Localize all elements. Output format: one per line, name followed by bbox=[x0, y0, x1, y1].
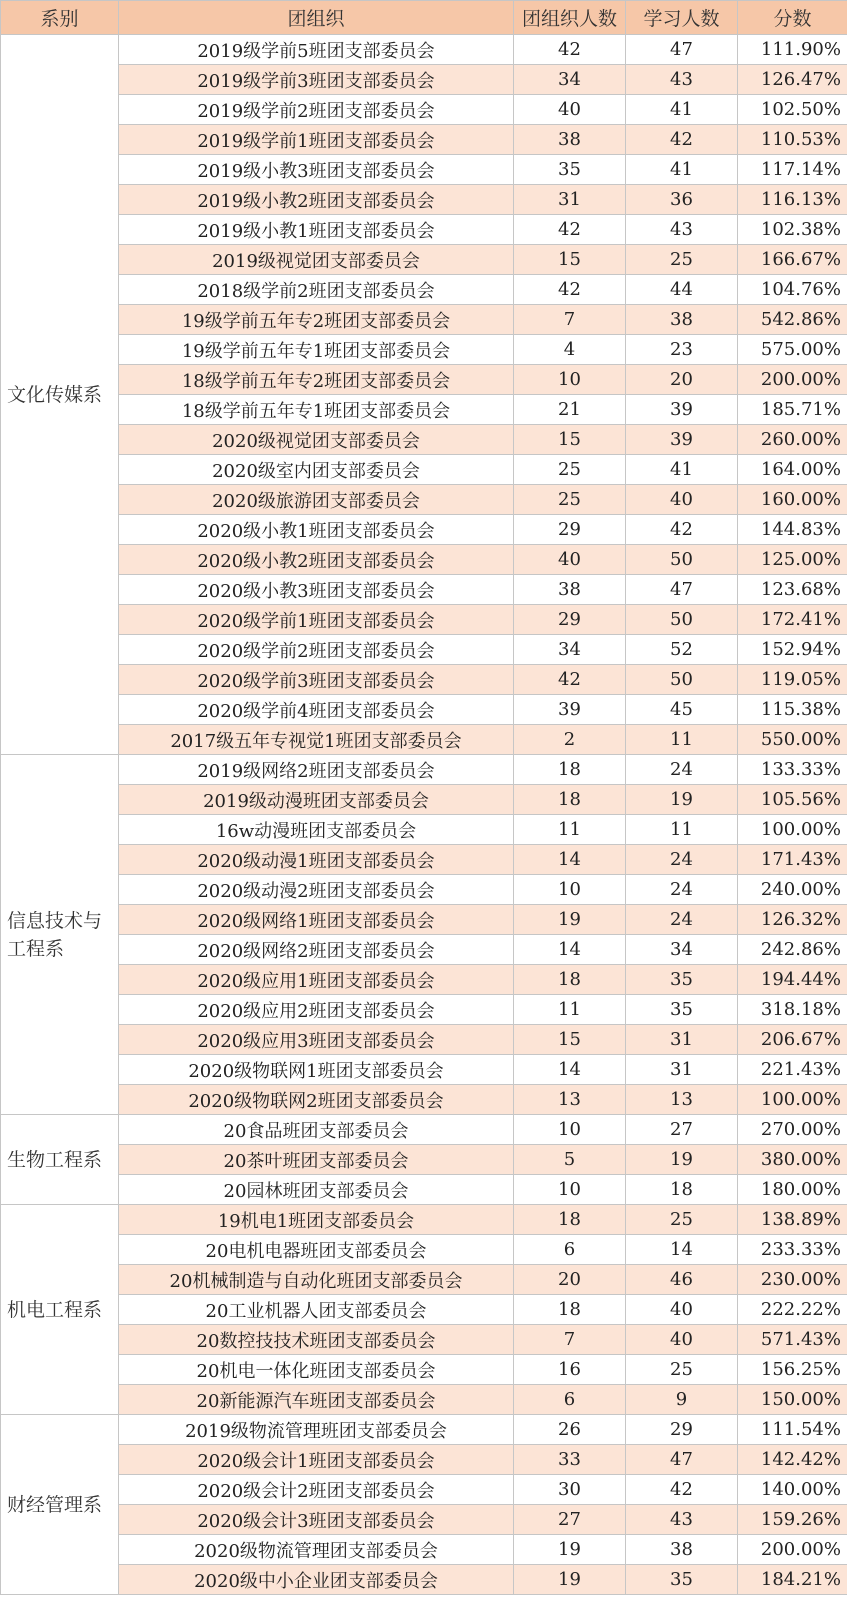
member-count-cell: 42 bbox=[514, 215, 626, 245]
table-row bbox=[1, 1535, 847, 1565]
table-row bbox=[1, 845, 847, 875]
organization-cell: 16w动漫班团支部委员会 bbox=[119, 815, 514, 845]
score-cell: 111.90% bbox=[738, 35, 847, 65]
member-count-cell: 30 bbox=[514, 1475, 626, 1505]
score-cell: 152.94% bbox=[738, 635, 847, 665]
score-cell: 119.05% bbox=[738, 665, 847, 695]
member-count-cell: 2 bbox=[514, 725, 626, 755]
organization-cell: 2020级小教2班团支部委员会 bbox=[119, 545, 514, 575]
score-cell: 180.00% bbox=[738, 1175, 847, 1205]
member-count-cell: 35 bbox=[514, 155, 626, 185]
member-count-cell: 42 bbox=[514, 665, 626, 695]
organization-cell: 2019级动漫班团支部委员会 bbox=[119, 785, 514, 815]
table-row bbox=[1, 575, 847, 605]
score-cell: 150.00% bbox=[738, 1385, 847, 1415]
member-count-cell: 42 bbox=[514, 35, 626, 65]
department-cell: 机电工程系 bbox=[1, 1205, 119, 1415]
learner-count-cell: 39 bbox=[626, 425, 738, 455]
member-count-cell: 38 bbox=[514, 575, 626, 605]
organization-cell: 2020级中小企业团支部委员会 bbox=[119, 1565, 514, 1595]
member-count-cell: 25 bbox=[514, 455, 626, 485]
learner-count-cell: 11 bbox=[626, 815, 738, 845]
organization-cell: 18级学前五年专1班团支部委员会 bbox=[119, 395, 514, 425]
member-count-cell: 19 bbox=[514, 1535, 626, 1565]
member-count-cell: 29 bbox=[514, 515, 626, 545]
table-row bbox=[1, 1475, 847, 1505]
member-count-cell: 15 bbox=[514, 425, 626, 455]
learner-count-cell: 35 bbox=[626, 995, 738, 1025]
organization-cell: 2020级小教1班团支部委员会 bbox=[119, 515, 514, 545]
table-row bbox=[1, 785, 847, 815]
member-count-cell: 10 bbox=[514, 875, 626, 905]
table-row bbox=[1, 1265, 847, 1295]
member-count-cell: 19 bbox=[514, 1565, 626, 1595]
organization-cell: 2019级网络2班团支部委员会 bbox=[119, 755, 514, 785]
organization-cell: 2020级学前3班团支部委员会 bbox=[119, 665, 514, 695]
table-row bbox=[1, 905, 847, 935]
header-score: 分数 bbox=[738, 1, 847, 35]
member-count-cell: 33 bbox=[514, 1445, 626, 1475]
member-count-cell: 26 bbox=[514, 1415, 626, 1445]
member-count-cell: 31 bbox=[514, 185, 626, 215]
learner-count-cell: 24 bbox=[626, 875, 738, 905]
score-cell: 102.50% bbox=[738, 95, 847, 125]
member-count-cell: 10 bbox=[514, 1175, 626, 1205]
score-cell: 233.33% bbox=[738, 1235, 847, 1265]
learner-count-cell: 24 bbox=[626, 845, 738, 875]
learner-count-cell: 14 bbox=[626, 1235, 738, 1265]
score-cell: 575.00% bbox=[738, 335, 847, 365]
table-row bbox=[1, 1295, 847, 1325]
learner-count-cell: 9 bbox=[626, 1385, 738, 1415]
header-member-count: 团组织人数 bbox=[514, 1, 626, 35]
score-cell: 116.13% bbox=[738, 185, 847, 215]
table-row bbox=[1, 515, 847, 545]
organization-cell: 2019级学前1班团支部委员会 bbox=[119, 125, 514, 155]
table-row bbox=[1, 1025, 847, 1055]
organization-cell: 2019级学前5班团支部委员会 bbox=[119, 35, 514, 65]
table-row bbox=[1, 1445, 847, 1475]
table-row bbox=[1, 1085, 847, 1115]
score-cell: 140.00% bbox=[738, 1475, 847, 1505]
organization-cell: 20工业机器人团支部委员会 bbox=[119, 1295, 514, 1325]
organization-cell: 2020级物流管理团支部委员会 bbox=[119, 1535, 514, 1565]
table-row bbox=[1, 95, 847, 125]
member-count-cell: 14 bbox=[514, 845, 626, 875]
organization-cell: 2020级学前2班团支部委员会 bbox=[119, 635, 514, 665]
organization-cell: 2020级视觉团支部委员会 bbox=[119, 425, 514, 455]
score-cell: 111.54% bbox=[738, 1415, 847, 1445]
learner-count-cell: 20 bbox=[626, 365, 738, 395]
learner-count-cell: 52 bbox=[626, 635, 738, 665]
table-row bbox=[1, 725, 847, 755]
organization-cell: 20电机电器班团支部委员会 bbox=[119, 1235, 514, 1265]
score-cell: 115.38% bbox=[738, 695, 847, 725]
table-row bbox=[1, 425, 847, 455]
score-cell: 100.00% bbox=[738, 815, 847, 845]
learner-count-cell: 38 bbox=[626, 1535, 738, 1565]
table-row bbox=[1, 1205, 847, 1235]
table-row bbox=[1, 305, 847, 335]
table-row bbox=[1, 1145, 847, 1175]
table-row bbox=[1, 695, 847, 725]
score-cell: 125.00% bbox=[738, 545, 847, 575]
member-count-cell: 40 bbox=[514, 95, 626, 125]
score-cell: 138.89% bbox=[738, 1205, 847, 1235]
learner-count-cell: 50 bbox=[626, 545, 738, 575]
score-cell: 571.43% bbox=[738, 1325, 847, 1355]
organization-cell: 2020级会计2班团支部委员会 bbox=[119, 1475, 514, 1505]
member-count-cell: 7 bbox=[514, 1325, 626, 1355]
organization-cell: 2020级物联网1班团支部委员会 bbox=[119, 1055, 514, 1085]
member-count-cell: 29 bbox=[514, 605, 626, 635]
member-count-cell: 19 bbox=[514, 905, 626, 935]
score-cell: 133.33% bbox=[738, 755, 847, 785]
score-cell: 104.76% bbox=[738, 275, 847, 305]
learner-count-cell: 47 bbox=[626, 575, 738, 605]
table-row bbox=[1, 65, 847, 95]
organization-cell: 2020级网络1班团支部委员会 bbox=[119, 905, 514, 935]
member-count-cell: 25 bbox=[514, 485, 626, 515]
organization-cell: 19级学前五年专1班团支部委员会 bbox=[119, 335, 514, 365]
organization-cell: 2019级学前3班团支部委员会 bbox=[119, 65, 514, 95]
department-cell: 文化传媒系 bbox=[1, 35, 119, 755]
learner-count-cell: 40 bbox=[626, 1295, 738, 1325]
organization-cell: 2019级小教1班团支部委员会 bbox=[119, 215, 514, 245]
table-row bbox=[1, 965, 847, 995]
learner-count-cell: 41 bbox=[626, 155, 738, 185]
learner-count-cell: 35 bbox=[626, 1565, 738, 1595]
member-count-cell: 16 bbox=[514, 1355, 626, 1385]
table-row bbox=[1, 1355, 847, 1385]
table-row bbox=[1, 1115, 847, 1145]
table-row bbox=[1, 995, 847, 1025]
score-cell: 270.00% bbox=[738, 1115, 847, 1145]
learner-count-cell: 43 bbox=[626, 65, 738, 95]
table-row bbox=[1, 35, 847, 65]
member-count-cell: 27 bbox=[514, 1505, 626, 1535]
score-cell: 117.14% bbox=[738, 155, 847, 185]
table-row bbox=[1, 275, 847, 305]
learner-count-cell: 13 bbox=[626, 1085, 738, 1115]
score-cell: 542.86% bbox=[738, 305, 847, 335]
score-cell: 200.00% bbox=[738, 1535, 847, 1565]
table-row bbox=[1, 455, 847, 485]
member-count-cell: 18 bbox=[514, 785, 626, 815]
organization-cell: 2018级学前2班团支部委员会 bbox=[119, 275, 514, 305]
score-cell: 240.00% bbox=[738, 875, 847, 905]
score-cell: 230.00% bbox=[738, 1265, 847, 1295]
organization-cell: 2019级学前2班团支部委员会 bbox=[119, 95, 514, 125]
member-count-cell: 13 bbox=[514, 1085, 626, 1115]
department-cell: 信息技术与工程系 bbox=[1, 755, 119, 1115]
table-row bbox=[1, 1565, 847, 1595]
organization-cell: 18级学前五年专2班团支部委员会 bbox=[119, 365, 514, 395]
table-row bbox=[1, 185, 847, 215]
score-cell: 160.00% bbox=[738, 485, 847, 515]
table-row bbox=[1, 755, 847, 785]
learner-count-cell: 19 bbox=[626, 1145, 738, 1175]
learner-count-cell: 42 bbox=[626, 515, 738, 545]
score-cell: 185.71% bbox=[738, 395, 847, 425]
organization-cell: 2019级小教2班团支部委员会 bbox=[119, 185, 514, 215]
score-cell: 318.18% bbox=[738, 995, 847, 1025]
member-count-cell: 18 bbox=[514, 1295, 626, 1325]
learner-count-cell: 43 bbox=[626, 215, 738, 245]
learner-count-cell: 42 bbox=[626, 125, 738, 155]
score-cell: 206.67% bbox=[738, 1025, 847, 1055]
organization-cell: 2019级视觉团支部委员会 bbox=[119, 245, 514, 275]
member-count-cell: 21 bbox=[514, 395, 626, 425]
score-cell: 260.00% bbox=[738, 425, 847, 455]
learner-count-cell: 35 bbox=[626, 965, 738, 995]
learner-count-cell: 24 bbox=[626, 905, 738, 935]
member-count-cell: 34 bbox=[514, 635, 626, 665]
learner-count-cell: 44 bbox=[626, 275, 738, 305]
member-count-cell: 14 bbox=[514, 1055, 626, 1085]
learner-count-cell: 23 bbox=[626, 335, 738, 365]
member-count-cell: 11 bbox=[514, 995, 626, 1025]
member-count-cell: 7 bbox=[514, 305, 626, 335]
learner-count-cell: 50 bbox=[626, 605, 738, 635]
header-organization: 团组织 bbox=[119, 1, 514, 35]
score-cell: 102.38% bbox=[738, 215, 847, 245]
table-row bbox=[1, 335, 847, 365]
learner-count-cell: 46 bbox=[626, 1265, 738, 1295]
organization-cell: 2019级小教3班团支部委员会 bbox=[119, 155, 514, 185]
member-count-cell: 15 bbox=[514, 245, 626, 275]
department-cell: 生物工程系 bbox=[1, 1115, 119, 1205]
learner-count-cell: 43 bbox=[626, 1505, 738, 1535]
organization-cell: 2020级学前4班团支部委员会 bbox=[119, 695, 514, 725]
member-count-cell: 5 bbox=[514, 1145, 626, 1175]
organization-cell: 2020级应用3班团支部委员会 bbox=[119, 1025, 514, 1055]
table-row bbox=[1, 245, 847, 275]
table-row bbox=[1, 1385, 847, 1415]
organization-cell: 19级学前五年专2班团支部委员会 bbox=[119, 305, 514, 335]
organization-cell: 2020级网络2班团支部委员会 bbox=[119, 935, 514, 965]
score-cell: 123.68% bbox=[738, 575, 847, 605]
score-cell: 100.00% bbox=[738, 1085, 847, 1115]
learner-count-cell: 47 bbox=[626, 1445, 738, 1475]
learner-count-cell: 27 bbox=[626, 1115, 738, 1145]
table-row bbox=[1, 875, 847, 905]
learner-count-cell: 29 bbox=[626, 1415, 738, 1445]
organization-cell: 2017级五年专视觉1班团支部委员会 bbox=[119, 725, 514, 755]
member-count-cell: 6 bbox=[514, 1235, 626, 1265]
table-row bbox=[1, 485, 847, 515]
member-count-cell: 40 bbox=[514, 545, 626, 575]
organization-cell: 2020级学前1班团支部委员会 bbox=[119, 605, 514, 635]
member-count-cell: 42 bbox=[514, 275, 626, 305]
table-row bbox=[1, 1175, 847, 1205]
table-row bbox=[1, 215, 847, 245]
member-count-cell: 15 bbox=[514, 1025, 626, 1055]
member-count-cell: 18 bbox=[514, 1205, 626, 1235]
table-row bbox=[1, 545, 847, 575]
learner-count-cell: 25 bbox=[626, 1355, 738, 1385]
header-learner-count: 学习人数 bbox=[626, 1, 738, 35]
learner-count-cell: 31 bbox=[626, 1055, 738, 1085]
score-cell: 166.67% bbox=[738, 245, 847, 275]
organization-cell: 20食品班团支部委员会 bbox=[119, 1115, 514, 1145]
learner-count-cell: 19 bbox=[626, 785, 738, 815]
table-row bbox=[1, 365, 847, 395]
score-cell: 105.56% bbox=[738, 785, 847, 815]
organization-cell: 20新能源汽车班团支部委员会 bbox=[119, 1385, 514, 1415]
score-cell: 242.86% bbox=[738, 935, 847, 965]
header-department: 系别 bbox=[1, 1, 119, 35]
learner-count-cell: 11 bbox=[626, 725, 738, 755]
learner-count-cell: 24 bbox=[626, 755, 738, 785]
score-cell: 126.32% bbox=[738, 905, 847, 935]
table-row bbox=[1, 1055, 847, 1085]
learner-count-cell: 40 bbox=[626, 1325, 738, 1355]
organization-cell: 20茶叶班团支部委员会 bbox=[119, 1145, 514, 1175]
organization-cell: 2019级物流管理班团支部委员会 bbox=[119, 1415, 514, 1445]
learner-count-cell: 38 bbox=[626, 305, 738, 335]
score-cell: 159.26% bbox=[738, 1505, 847, 1535]
learner-count-cell: 31 bbox=[626, 1025, 738, 1055]
learner-count-cell: 18 bbox=[626, 1175, 738, 1205]
learner-count-cell: 36 bbox=[626, 185, 738, 215]
learner-count-cell: 47 bbox=[626, 35, 738, 65]
organization-cell: 2020级物联网2班团支部委员会 bbox=[119, 1085, 514, 1115]
learner-count-cell: 25 bbox=[626, 1205, 738, 1235]
organization-cell: 2020级应用2班团支部委员会 bbox=[119, 995, 514, 1025]
member-count-cell: 11 bbox=[514, 815, 626, 845]
member-count-cell: 38 bbox=[514, 125, 626, 155]
organization-cell: 2020级动漫2班团支部委员会 bbox=[119, 875, 514, 905]
score-cell: 380.00% bbox=[738, 1145, 847, 1175]
learner-count-cell: 25 bbox=[626, 245, 738, 275]
organization-cell: 2020级会计3班团支部委员会 bbox=[119, 1505, 514, 1535]
organization-cell: 2020级小教3班团支部委员会 bbox=[119, 575, 514, 605]
score-cell: 200.00% bbox=[738, 365, 847, 395]
organization-cell: 2020级室内团支部委员会 bbox=[119, 455, 514, 485]
score-cell: 221.43% bbox=[738, 1055, 847, 1085]
score-cell: 184.21% bbox=[738, 1565, 847, 1595]
table-row bbox=[1, 815, 847, 845]
score-cell: 171.43% bbox=[738, 845, 847, 875]
member-count-cell: 14 bbox=[514, 935, 626, 965]
learner-count-cell: 34 bbox=[626, 935, 738, 965]
organization-cell: 2020级会计1班团支部委员会 bbox=[119, 1445, 514, 1475]
score-cell: 126.47% bbox=[738, 65, 847, 95]
member-count-cell: 18 bbox=[514, 965, 626, 995]
member-count-cell: 10 bbox=[514, 365, 626, 395]
member-count-cell: 39 bbox=[514, 695, 626, 725]
score-cell: 144.83% bbox=[738, 515, 847, 545]
table-row bbox=[1, 605, 847, 635]
score-cell: 172.41% bbox=[738, 605, 847, 635]
learner-count-cell: 45 bbox=[626, 695, 738, 725]
table-row bbox=[1, 125, 847, 155]
organization-cell: 20数控技技术班团支部委员会 bbox=[119, 1325, 514, 1355]
learner-count-cell: 41 bbox=[626, 95, 738, 125]
score-cell: 194.44% bbox=[738, 965, 847, 995]
learner-count-cell: 39 bbox=[626, 395, 738, 425]
score-cell: 550.00% bbox=[738, 725, 847, 755]
organization-cell: 20园林班团支部委员会 bbox=[119, 1175, 514, 1205]
score-cell: 156.25% bbox=[738, 1355, 847, 1385]
table-row bbox=[1, 155, 847, 185]
header-row bbox=[1, 1, 847, 35]
learner-count-cell: 41 bbox=[626, 455, 738, 485]
member-count-cell: 20 bbox=[514, 1265, 626, 1295]
score-cell: 222.22% bbox=[738, 1295, 847, 1325]
learner-count-cell: 50 bbox=[626, 665, 738, 695]
member-count-cell: 6 bbox=[514, 1385, 626, 1415]
table-row bbox=[1, 1415, 847, 1445]
organization-cell: 2020级动漫1班团支部委员会 bbox=[119, 845, 514, 875]
score-cell: 142.42% bbox=[738, 1445, 847, 1475]
score-cell: 110.53% bbox=[738, 125, 847, 155]
table-row bbox=[1, 935, 847, 965]
table-row bbox=[1, 635, 847, 665]
organization-cell: 2020级旅游团支部委员会 bbox=[119, 485, 514, 515]
table-row bbox=[1, 1325, 847, 1355]
organization-cell: 19机电1班团支部委员会 bbox=[119, 1205, 514, 1235]
organization-cell: 20机电一体化班团支部委员会 bbox=[119, 1355, 514, 1385]
department-cell: 财经管理系 bbox=[1, 1415, 119, 1595]
member-count-cell: 34 bbox=[514, 65, 626, 95]
learner-count-cell: 40 bbox=[626, 485, 738, 515]
table-row bbox=[1, 665, 847, 695]
member-count-cell: 18 bbox=[514, 755, 626, 785]
table-row bbox=[1, 395, 847, 425]
table-row bbox=[1, 1505, 847, 1535]
score-cell: 164.00% bbox=[738, 455, 847, 485]
member-count-cell: 10 bbox=[514, 1115, 626, 1145]
learner-count-cell: 42 bbox=[626, 1475, 738, 1505]
member-count-cell: 4 bbox=[514, 335, 626, 365]
table-row bbox=[1, 1235, 847, 1265]
organization-cell: 20机械制造与自动化班团支部委员会 bbox=[119, 1265, 514, 1295]
organization-cell: 2020级应用1班团支部委员会 bbox=[119, 965, 514, 995]
